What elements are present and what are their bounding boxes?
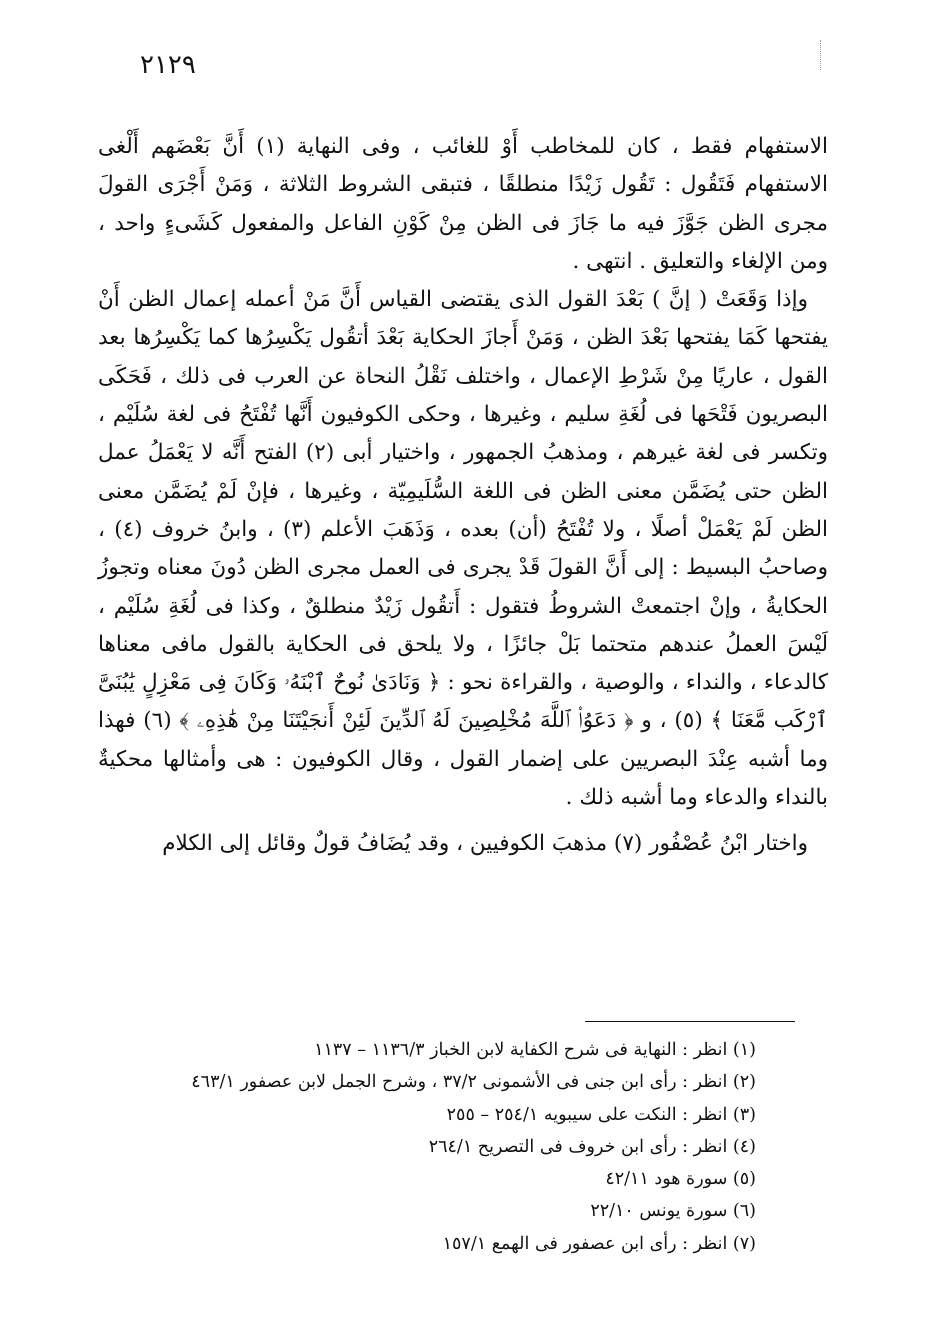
body-text <box>98 128 828 864</box>
paragraph-2: وإذا وَقَعَتْ ( إنَّ ) بَعْدَ القول الذى يقتضى القياس أَنَّ مَنْ أعمله إعمال الظن أَنْ يفتحها كَمَا يفتحها بَعْدَ الظن ، وَمَنْ أَجازَ الحكاية بَعْدَ أتقُول يَكْسِرُها كما يَكْسِرُها بعد القول ، عاريًا مِنْ شَرْطِ الإعمال ، واختلف نَقْلُ النحاة عن العرب فى ذلك ، فَحَكَى البصريون فَتْحَها فى لُغَةِ سليم ، وغيرها ، وحكى الكوفيون أَنَّها تُفْتَحُ فى لغة سُلَيْم ، وتكسر فى لغة غيرهم ، ومذهبُ الجمهور ، واختيار أبى (٢) الفتح أَنَّه لا يَعْمَلُ عمل الظن حتى يُضَمَّن معنى الظن فى اللغة السُّلَيمِيّة ، وغيرها ، فإنْ لَمْ يُضَمَّن معنى الظن لَمْ يَعْمَلْ أصلًا ، ولا تُفْتَحُ (أن) بعده ، وَذَهَبَ الأعلم (٣) ، وابنُ خروف (٤) ، وصاحبُ البسيط : إلى أَنَّ القولَ قَدْ يجرى فى العمل مجرى الظن دُونَ معناه وتجوزُ الحكايةُ ، وإنْ اجتمعتْ الشروطُ فتقول : أَتقُول زَيْدٌ منطلقٌ ، وكذا فى لُغَةِ سُلَيْم ، لَيْسَ العملُ عندهم متحتما بَلْ جائزًا ، ولا يلحق فى الحكاية بالقول مافى معناها كالدعاء ، والنداء ، والوصية ، والقراءة نحو : ﴿ وَنَادَىٰ نُوحٌ ٱبْنَهُۥ وَكَانَ فِى مَعْزِلٍ يَٰبُنَىَّ ٱرْكَب مَّعَنَا ﴾ (٥) ، و ﴿ دَعَوُا۟ ٱللَّهَ مُخْلِصِينَ لَهُ ٱلدِّينَ لَئِنْ أَنجَيْتَنَا مِنْ هَٰذِهِۦ ﴾ (٦) فهذا وما أشبه عِنْدَ البصريين على إضمار القول ، وقال الكوفيون : هى وأمثالها محكيةٌ بالنداء والدعاء وما أشبه ذلك . <box>98 287 829 811</box>
footnote-4: (٤) انظر : رأى ابن خروف فى التصريح ٢٦٤/١ <box>428 1136 756 1157</box>
page-number: ٢١٢٩ <box>140 50 196 80</box>
paragraph-1: الاستفهام فقط ، كان للمخاطب أَوْ للغائب ، وفى النهاية (١) أَنَّ بَعْضَهم أَلْغى الاستفهام فَتَقُول : تَقُول زَيْدًا منطلقًا ، فتبقى الشروط الثلاثة ، وَمَنْ أَجْرَى القولَ مجرى الظن جَوَّزَ فيه ما جَازَ فى الظن مِنْ كَوْنِ الفاعل والمفعول كَشَىءٍ واحد ، ومن الإلغاء والتعليق . انتهى . <box>98 134 828 274</box>
margin-mark <box>820 40 825 70</box>
footnote-1: (١) انظر : النهاية فى شرح الكفاية لابن الخباز ١١٣٦/٣ – ١١٣٧ <box>314 1040 756 1060</box>
footnote-separator <box>585 1021 795 1022</box>
footnote-5: (٥) سورة هود ٤٢/١١ <box>605 1169 756 1190</box>
paragraph-3: واختار ابْنُ عُصْفُور (٧) مذهبَ الكوفيين ، وقد يُضَافُ قولٌ وقائل إلى الكلام <box>162 831 808 857</box>
footnote-3: (٣) انظر : النكت على سيبويه ٢٥٤/١ – ٢٥٥ <box>446 1104 756 1125</box>
footnote-6: (٦) سورة يونس ٢٢/١٠ <box>590 1201 756 1222</box>
footnote-2: (٢) انظر : رأى ابن جنى فى الأشمونى ٣٧/٢ ، وشرح الجمل لابن عصفور ٤٦٣/١ <box>191 1072 756 1093</box>
footnote-7: (٧) انظر : رأى ابن عصفور فى الهمع ١٥٧/١ <box>442 1233 756 1254</box>
footnotes <box>150 1034 756 1260</box>
